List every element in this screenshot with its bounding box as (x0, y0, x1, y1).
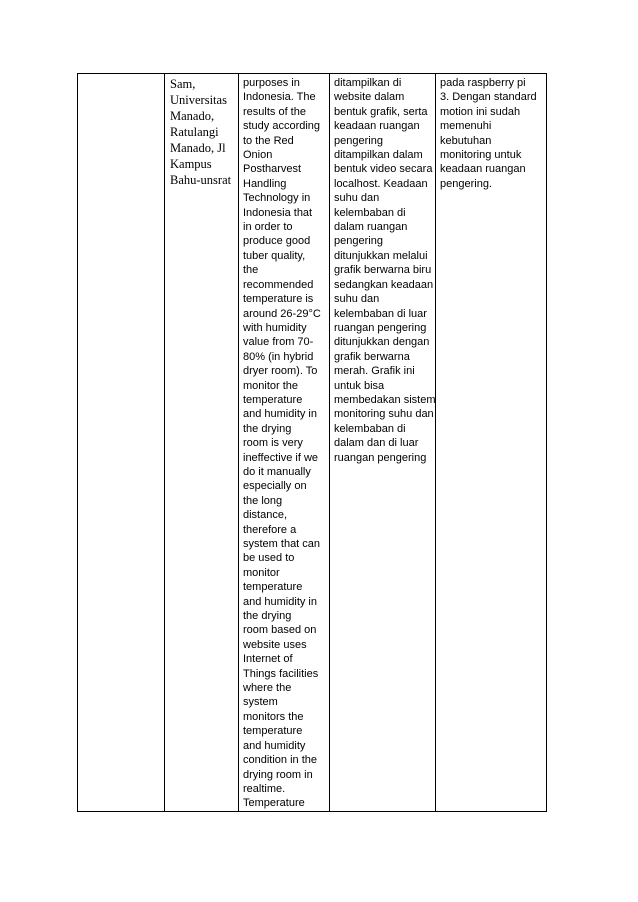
text-line: motion ini sudah (440, 105, 521, 118)
text-line: the (243, 264, 259, 277)
text-line: distance, (243, 509, 288, 522)
text-line: Ratulangi (170, 125, 219, 139)
text-line: system (243, 696, 278, 709)
text-line: kelembaban di luar (334, 307, 427, 320)
text-line: pada raspberry pi (440, 77, 526, 89)
text-line: Temperature (243, 797, 305, 810)
text-line: do it manually (243, 465, 311, 478)
text-line: localhost. Keadaan (334, 177, 428, 190)
text-line: Indonesia. The (243, 91, 316, 104)
table-cell-abstract-english (239, 74, 330, 811)
text-line: system that can (243, 538, 321, 550)
text-line: temperature (243, 725, 303, 738)
text-line: study according (243, 120, 321, 133)
text-line: monitor (243, 566, 280, 579)
text-line: ditunjukkan dengan (334, 336, 430, 349)
text-line: dryer room). To (243, 365, 318, 378)
text-line: ineffective if we (243, 451, 319, 464)
text-line: to the Red (243, 134, 294, 147)
text-line: room based on (243, 624, 317, 637)
text-line: Kampus (170, 157, 212, 171)
text-line: monitors the (243, 710, 304, 723)
text-line: memenuhi (440, 120, 492, 133)
text-line: the drying (243, 610, 292, 623)
text-line: ruangan pengering (334, 321, 427, 334)
text-line: temperature (243, 581, 303, 594)
text-line: results of the (243, 105, 306, 118)
text-line: Bahu-unsrat (170, 173, 232, 187)
text-line: pengering (334, 134, 383, 147)
table-cell-conclusion (436, 74, 546, 811)
text-line: be used to (243, 552, 295, 565)
text-line: room is very (243, 437, 303, 450)
text-line: temperature is (243, 293, 314, 306)
text-line: ruangan pengering (334, 451, 427, 464)
text-line: membedakan sistem (334, 393, 436, 406)
text-line: ditampilkan di (334, 77, 402, 89)
text-line: in order to (243, 221, 293, 234)
text-line: purposes in (243, 77, 300, 89)
text-line: dalam ruangan (334, 221, 408, 234)
text-line: bentuk video secara (334, 163, 433, 176)
text-line: tuber quality, (243, 249, 306, 262)
text-line: condition in the (243, 754, 317, 767)
table-cell-result-description (330, 74, 436, 811)
text-line: produce good (243, 235, 311, 248)
text-line: drying room in (243, 768, 313, 781)
text-line: ditampilkan dalam (334, 149, 423, 162)
text-line: Universitas (170, 93, 227, 107)
text-line: 80% (in hybrid (243, 350, 314, 363)
text-line: bentuk grafik, serta (334, 105, 428, 118)
text-line: dalam dan di luar (334, 437, 419, 450)
text-line: keadaan ruangan (440, 163, 526, 176)
text-line: Manado, (170, 109, 215, 123)
text-line: kelembaban di (334, 206, 406, 219)
text-line: Indonesia that (243, 206, 313, 219)
text-line: Handling (243, 177, 287, 190)
text-line: Manado, Jl (170, 141, 226, 155)
text-line: Technology in (243, 192, 311, 205)
text-line: Sam, (170, 77, 196, 91)
table-cell-author-affiliation (165, 74, 239, 811)
text-line: Onion (243, 149, 273, 162)
table (77, 73, 547, 812)
text-line: recommended (243, 278, 314, 291)
text-line: kelembaban di (334, 422, 406, 435)
text-line: and humidity in (243, 408, 317, 421)
text-line: pengering. (440, 177, 492, 190)
text-line: ditunjukkan melalui (334, 249, 428, 262)
text-line: keadaan ruangan (334, 120, 420, 133)
text-line: kebutuhan (440, 134, 492, 147)
text-line: untuk bisa (334, 379, 385, 392)
text-line: website dalam (334, 91, 405, 104)
text-line: therefore a (243, 523, 297, 536)
text-line: and humidity (243, 739, 306, 752)
text-line: website uses (243, 638, 307, 651)
text-line: grafik berwarna (334, 350, 410, 363)
text-line: where the (243, 682, 292, 695)
text-line: monitor the (243, 379, 299, 392)
text-line: realtime. (243, 782, 286, 795)
text-line: with humidity (243, 321, 307, 334)
text-line: the long (243, 494, 283, 507)
text-line: Postharvest (243, 163, 302, 176)
text-line: value from 70- (243, 336, 314, 349)
text-line: suhu dan (334, 293, 380, 306)
text-line: around 26-29°C (243, 307, 321, 320)
text-line: the drying (243, 422, 292, 435)
text-line: monitoring untuk (440, 149, 522, 162)
text-line: grafik berwarna biru (334, 264, 432, 277)
text-line: monitoring suhu dan (334, 408, 434, 421)
table-cell-empty (78, 74, 165, 811)
text-line: Internet of (243, 653, 293, 666)
text-line: especially on (243, 480, 307, 493)
text-line: sedangkan keadaan (334, 278, 434, 291)
text-line: temperature (243, 393, 303, 406)
text-line: Things facilities (243, 667, 319, 680)
text-line: merah. Grafik ini (334, 365, 415, 378)
text-line: and humidity in (243, 595, 317, 608)
text-line: pengering (334, 235, 383, 248)
text-line: suhu dan (334, 192, 380, 205)
text-line: 3. Dengan standard (440, 91, 537, 104)
